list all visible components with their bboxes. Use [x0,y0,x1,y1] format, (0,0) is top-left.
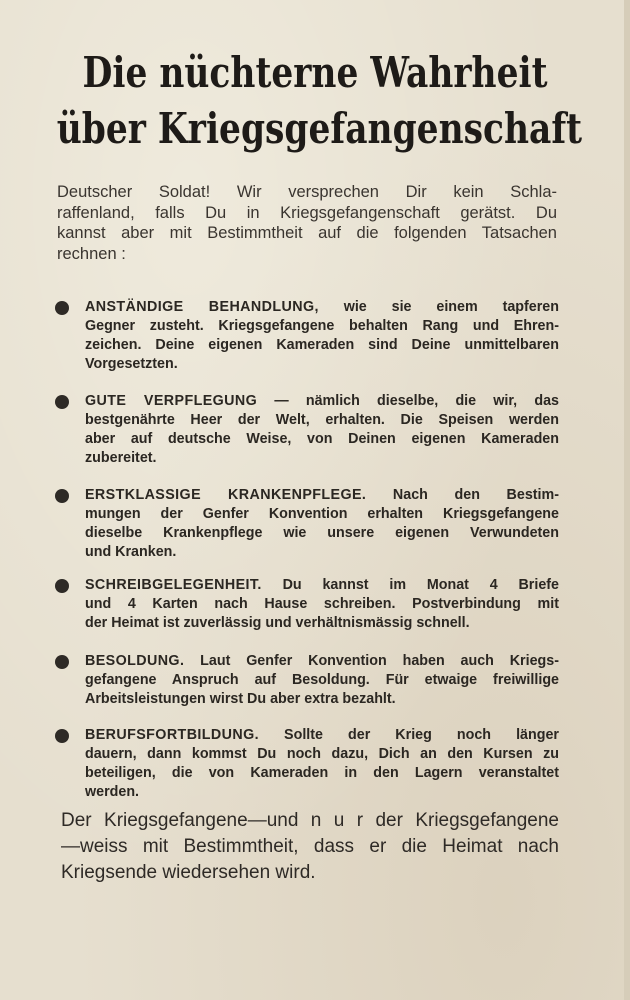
item-first-line [85,726,559,745]
item-text: Nach den Bestim- [366,487,559,503]
item-line: dieselbe Krankenpflege wie unsere eigenen Verwundeten [85,525,559,541]
item-line: Vorgesetzten. [85,356,178,372]
title-line-1: Die nüchterne Wahrheit [82,48,548,97]
item-line: der Heimat ist zuverlässig und verhältnismässig schnell. [85,615,470,631]
bullet-icon [55,489,69,503]
bullet-icon [55,729,69,743]
bullet-icon [55,395,69,409]
item-heading: ERSTKLASSIGE KRANKENPFLEGE. [85,487,367,503]
fact-item [85,652,559,709]
intro-line: rechnen : [57,244,126,263]
item-line: beteiligen, die von Kameraden in den Lagern veranstaltet [85,765,559,781]
item-text: — nämlich dieselbe, die wir, das [257,393,559,409]
item-line: aber auf deutsche Weise, von Deinen eigenen Kameraden [85,431,559,447]
item-heading: GUTE VERPFLEGUNG [85,393,258,409]
item-line: Arbeitsleistungen wirst Du aber extra bezahlt. [85,691,396,707]
item-line: Gegner zusteht. Kriegsgefangene behalten Rang und Ehren- [85,318,559,334]
fact-item [85,486,559,562]
fact-item [85,392,559,468]
item-first-line [85,576,559,595]
bullet-icon [55,579,69,593]
item-line: zeichen. Deine eigenen Kameraden sind Deine unmittelbaren [85,337,559,353]
item-heading: BESOLDUNG. [85,653,185,669]
item-first-line [85,392,559,411]
bullet-icon [55,301,69,315]
item-line: dauern, dann kommst Du noch dazu, Dich an den Kursen zu [85,746,559,762]
item-line: gefangene Anspruch auf Besoldung. Für etwaige freiwillige [85,672,559,688]
item-first-line [85,652,559,671]
item-first-line [85,298,559,317]
item-text: wie sie einem tapferen [318,299,559,315]
intro-line: Deutscher Soldat! Wir versprechen Dir kein Schla- [57,183,557,201]
item-line: zubereitet. [85,450,157,466]
closing-line: —weiss mit Bestimmtheit, dass er die Heimat nach [61,836,559,857]
bullet-icon [55,655,69,669]
item-text: Laut Genfer Konvention haben auch Kriegs- [184,653,559,669]
fact-item [85,726,559,802]
item-line: mungen der Genfer Konvention erhalten Kriegsgefangene [85,506,559,522]
item-line: werden. [85,784,140,800]
closing-line: Der Kriegsgefangene—und n u r der Kriegsgefangene [61,810,559,831]
item-heading: SCHREIBGELEGENHEIT. [85,577,262,593]
item-text: Du kannst im Monat 4 Briefe [261,577,559,593]
closing-paragraph [61,808,559,886]
intro-paragraph [57,182,557,264]
item-text: Sollte der Krieg noch länger [259,727,559,743]
item-line: und Kranken. [85,544,177,560]
item-first-line [85,486,559,505]
item-heading: ANSTÄNDIGE BEHANDLUNG, [85,299,319,315]
intro-line: kannst aber mit Bestimmtheit auf die folgenden Tatsachen [57,224,557,242]
item-heading: BERUFSFORTBILDUNG. [85,727,259,743]
paper-edge [624,0,630,1000]
fact-item [85,576,559,633]
closing-line: Kriegsende wiedersehen wird. [61,862,316,883]
fact-item [85,298,559,374]
item-line: und 4 Karten nach Hause schreiben. Postverbindung mit [85,596,559,612]
item-line: bestgenährte Heer der Welt, erhalten. Die Speisen werden [85,412,559,428]
title-line-2: über Kriegsgefangenschaft [56,104,583,153]
intro-line: raffenland, falls Du in Kriegsgefangenschaft gerätst. Du [57,203,557,222]
